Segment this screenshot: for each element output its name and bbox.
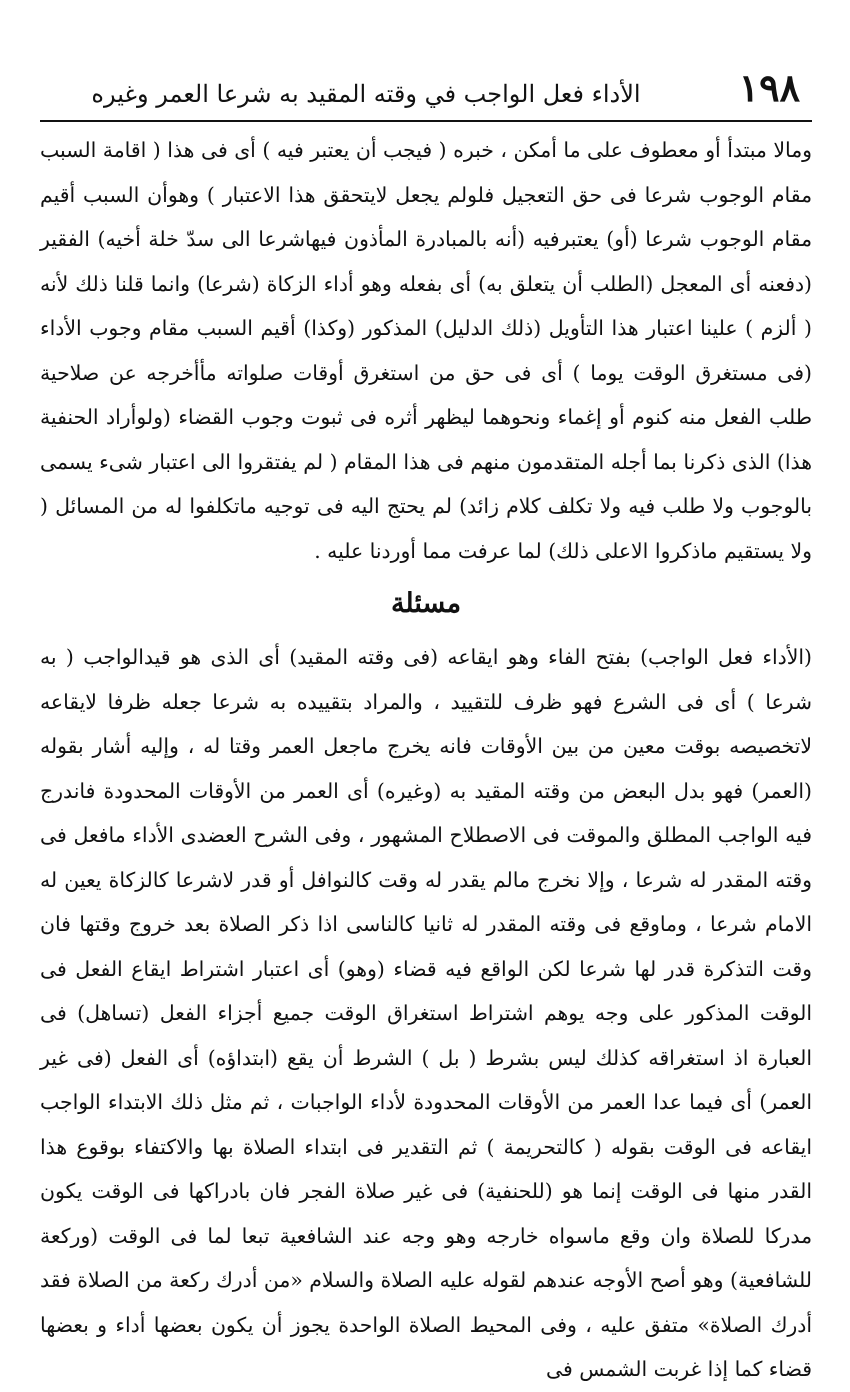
running-title: الأداء فعل الواجب في وقته المقيد به شرعا العمر وغيره bbox=[91, 80, 641, 108]
body-paragraph-1: ومالا مبتدأ أو معطوف على ما أمكن ، خبره ( فيجب أن يعتبر فيه ) أى فى هذا ( اقامة السبب مقام الوجوب شرعا فى حق التعجيل فلولم يجعل لايتحقق هذا الاعتبار ) وهوأن السبب أقيم مقام الوجوب شرعا (أو) يعتبرفيه (أنه بالمبادرة المأذون فيهاشرعا الى سدّ خلة أخيه) الفقير (دفعنه أى المعجل (الطلب أن يتعلق به) أى بفعله وهو أداء الزكاة (شرعا) وانما قلنا ذلك لأنه ( ألزم ) علينا اعتبار هذا التأويل (ذلك الدليل) المذكور (وكذا) أقيم السبب مقام وجوب الأداء (فى مستغرق الوقت يوما ) أى فى حق من استغرق أوقات صلواته مأأخرجه عن صلاحية طلب الفعل منه كنوم أو إغماء ونحوهما ليظهر أثره فى ثبوت وجوب القضاء (ولوأراد الحنفية هذا) الذى ذكرنا بما أجله المتقدمون منهم فى هذا المقام ( لم يفتقروا الى اعتبار شىء يسمى بالوجوب ولا طلب فيه ولا تكلف كلام زائد) لم يحتج اليه فى توجيه ماتكلفوا له من المسائل ( ولا يستقيم ماذكروا الاعلى ذلك) لما عرفت مما أوردنا عليه . bbox=[40, 138, 812, 563]
page bbox=[40, 58, 812, 1392]
section-title: مسئلة bbox=[390, 588, 462, 619]
page-header bbox=[40, 58, 812, 122]
body-paragraph-2: (الأداء فعل الواجب) بفتح الفاء وهو ايقاعه (فى وقته المقيد) أى الذى هو قيدالواجب ( به شرعا ) أى فى الشرع فهو ظرف للتقييد ، والمراد بتقييده به شرعا جعله ظرفا لايقاعه لاتخصيصه بوقت معين من بين الأوقات فانه يخرج ماجعل العمر وقتا له ، وإليه أشار بقوله (العمر) فهو بدل البعض من وقته المقيد به (وغيره) أى العمر من الأوقات المحدودة فاندرج فيه الواجب المطلق والموقت فى الاصطلاح المشهور ، وفى الشرح العضدى الأداء مافعل فى وقته المقدر له شرعا ، وإلا نخرج مالم يقدر له وقت كالنوافل أو قدر لاشرعا كالزكاة يعين له الامام شرعا ، وماوقع فى وقته المقدر له ثانيا كالناسى اذا ذكر الصلاة بعد خروج وقتها فان وقت التذكرة قدر لها شرعا لكن الواقع فيه قضاء (وهو) أى اعتبار اشتراط ايقاع الفعل فى الوقت المذكور على وجه يوهم اشتراط استغراق الوقت جميع أجزاء الفعل (تساهل) فى العبارة اذ استغراقه كذلك ليس بشرط ( بل ) الشرط أن يقع (ابتداؤه) أى الفعل (فى غير العمر) أى فيما عدا العمر من الأوقات المحدودة لأداء الواجبات ، ثم مثل ذلك الابتداء الواجب ايقاعه فى الوقت بقوله ( كالتحريمة ) ثم التقدير فى ابتداء الصلاة بها والاكتفاء بوقوع هذا القدر منها فى الوقت إنما هو (للحنفية) فى غير صلاة الفجر فان بادراكها فى الوقت يكون مدركا للصلاة وان وقع ماسواه خارجه وهو وجه عند الشافعية تبعا لما فى الوقت (وركعة للشافعية) وهو أصح الأوجه عندهم لقوله عليه الصلاة والسلام «من أدرك ركعة من الصلاة فقد أدرك الصلاة» متفق عليه ، وفى المحيط الصلاة الواحدة يجوز أن يكون بعضها أداء و بعضها قضاء كما إذا غربت الشمس فى bbox=[40, 645, 812, 1381]
page-number: ١٩٨ bbox=[738, 65, 800, 110]
